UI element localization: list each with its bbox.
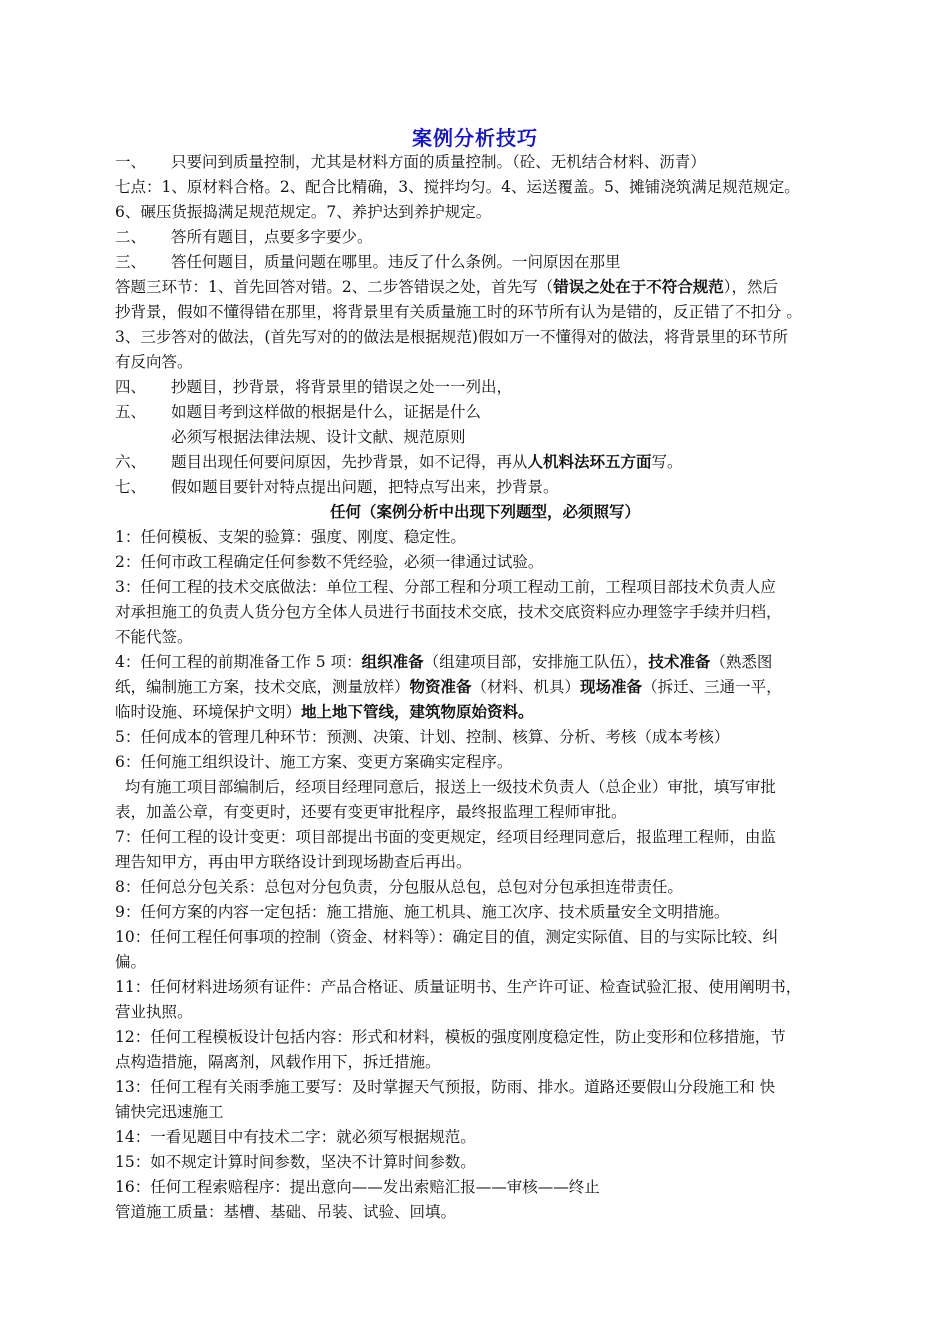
bold-text: 技术准备	[648, 653, 711, 671]
item-number: 三、	[115, 253, 147, 271]
paragraph-line: 七点：1、原材料合格。2、配合比精确，3、搅拌均匀。4、运送覆盖。5、摊铺浇筑满足规范规定。	[115, 178, 800, 196]
paragraph-line: 抄背景，假如不懂得错在那里，将背景里有关质量施工时的环节所有认为是错的，反正错了不扣分 。	[115, 303, 802, 321]
text-run: 4：任何工程的前期准备工作 5 项：	[115, 653, 362, 671]
item-number: 七、	[115, 478, 147, 496]
text-run: （熟悉图	[710, 653, 773, 671]
paragraph-line	[115, 425, 855, 450]
item-text: 如题目考到这样做的根据是什么，证据是什么	[171, 403, 482, 421]
text-run: （拆迁、三通一平，	[642, 678, 782, 696]
item-text: 必须写根据法律法规、设计文献、规范原则	[171, 428, 466, 446]
item-number: 四、	[115, 378, 147, 396]
list-item	[115, 650, 855, 675]
bold-text: 错误之处在于不符合规范	[553, 278, 724, 296]
bold-text: 现场准备	[580, 678, 643, 696]
paragraph-line: 理告知甲方，再由甲方联络设计到现场勘查后再出。	[115, 853, 472, 871]
list-item: 10：任何工程任何事项的控制（资金、材料等）：确定目的值，测定实际值、目的与实际比较、纠	[115, 928, 778, 946]
item-text: 抄题目，抄背景，将背景里的错误之处一一列出，	[171, 378, 513, 396]
paragraph-line: 对承担施工的负责人货分包方全体人员进行书面技术交底，技术交底资料应办理签字手续并归档，	[115, 603, 782, 621]
bold-text: 组织准备	[361, 653, 424, 671]
item-text: 假如题目要针对特点提出问题，把特点写出来，抄背景。	[171, 478, 559, 496]
list-item: 16：任何工程索赔程序：提出意向——发出索赔汇报——审核——终止	[115, 1178, 600, 1196]
paragraph-line: 营业执照。	[115, 1003, 193, 1021]
paragraph-line: 6、碾压货振捣满足规范规定。7、养护达到养护规定。	[115, 203, 492, 221]
page-title: 案例分析技巧	[412, 126, 538, 150]
list-item: 5：任何成本的管理几种环节：预测、决策、计划、控制、核算、分析、考核（成本考核）	[115, 728, 730, 746]
list-item: 6：任何施工组织设计、施工方案、变更方案确实定程序。	[115, 753, 513, 771]
paragraph-line	[115, 275, 855, 300]
list-item: 7：任何工程的设计变更：项目部提出书面的变更规定，经项目经理同意后，报监理工程师，由监	[115, 828, 776, 846]
text-run: （材料、机具）	[471, 678, 581, 696]
text-run: 临时设施、环境保护文明）	[115, 703, 302, 721]
list-item: 1：任何模板、支架的验算：强度、刚度、稳定性。	[115, 528, 466, 546]
list-item: 11：任何材料进场须有证件：产品合格证、质量证明书、生产许可证、检查试验汇报、使用阐明书，	[115, 978, 802, 996]
item-number: 五、	[115, 403, 147, 421]
item-text: 只要问到质量控制，尤其是材料方面的质量控制。（砼、无机结合材料、沥青）	[171, 153, 706, 171]
list-item: 15：如不规定计算时间参数，坚决不计算时间参数。	[115, 1153, 476, 1171]
list-item: 13：任何工程有关雨季施工要写：及时掌握天气预报，防雨、排水。道路还要假山分段施工和 快	[115, 1078, 776, 1096]
document-body	[115, 150, 855, 1225]
item-4	[115, 375, 855, 400]
text-run: 纸，编制施工方案，技术交底，测量放样）	[115, 678, 410, 696]
item-2	[115, 225, 855, 250]
text-run: 答题三环节：1、首先回答对错。2、二步答错误之处，首先写（	[115, 278, 554, 296]
paragraph-line: 不能代签。	[115, 628, 193, 646]
list-item: 14：一看见题目中有技术二字：就必须写根据规范。	[115, 1128, 476, 1146]
item-1	[115, 150, 855, 175]
list-item: 2：任何市政工程确定任何参数不凭经验，必须一律通过试验。	[115, 553, 544, 571]
section-subtitle: 任何（案例分析中出现下列题型，必须照写）	[329, 503, 640, 521]
text-run: 题目出现任何要问原因，先抄背景，如不记得，再从	[171, 453, 528, 471]
bold-text: 人机料法环五方面	[527, 453, 652, 471]
item-number: 二、	[115, 228, 147, 246]
item-7	[115, 475, 855, 500]
bold-text: 物资准备	[409, 678, 472, 696]
text-run: ），然后	[723, 278, 779, 296]
list-item: 9：任何方案的内容一定包括：施工措施、施工机具、施工次序、技术质量安全文明措施。	[115, 903, 730, 921]
paragraph-line: 3、三步答对的做法，(首先写对的的做法是根据规范)假如万一不懂得对的做法，将背景里的环节所	[115, 328, 788, 346]
item-3	[115, 250, 855, 275]
paragraph-line: 铺快完迅速施工	[115, 1103, 224, 1121]
item-number: 六、	[115, 453, 147, 471]
paragraph-line	[115, 675, 855, 700]
item-number: 一、	[115, 153, 147, 171]
list-item: 12：任何工程模板设计包括内容：形式和材料，模板的强度刚度稳定性，防止变形和位移措施，节	[115, 1028, 786, 1046]
paragraph-line: 点构造措施，隔离剂，风载作用下，拆迁措施。	[115, 1053, 441, 1071]
item-5	[115, 400, 855, 425]
paragraph-line: 偏。	[115, 953, 147, 971]
text-run: （组建项目部，安排施工队伍），	[423, 653, 649, 671]
text-run: 写。	[651, 453, 683, 471]
item-6	[115, 450, 855, 475]
list-item: 管道施工质量：基槽、基础、吊装、试验、回填。	[115, 1203, 457, 1221]
paragraph-line: 均有施工项目部编制后，经项目经理同意后，报送上一级技术负责人（总企业）审批，填写审批	[115, 778, 776, 796]
bold-text: 地上地下管线，建筑物原始资料。	[301, 703, 534, 721]
paragraph-line: 表，加盖公章，有变更时，还要有变更审批程序，最终报监理工程师审批。	[115, 803, 627, 821]
item-text: 答任何题目，质量问题在哪里。违反了什么条例。一问原因在那里	[171, 253, 621, 271]
paragraph-line	[115, 700, 855, 725]
item-text: 答所有题目，点要多字要少。	[171, 228, 373, 246]
paragraph-line: 有反向答。	[115, 353, 193, 371]
list-item: 3：任何工程的技术交底做法：单位工程、分部工程和分项工程动工前，工程项目部技术负责人应	[115, 578, 776, 596]
list-item: 8：任何总分包关系：总包对分包负责，分包服从总包，总包对分包承担连带责任。	[115, 878, 683, 896]
